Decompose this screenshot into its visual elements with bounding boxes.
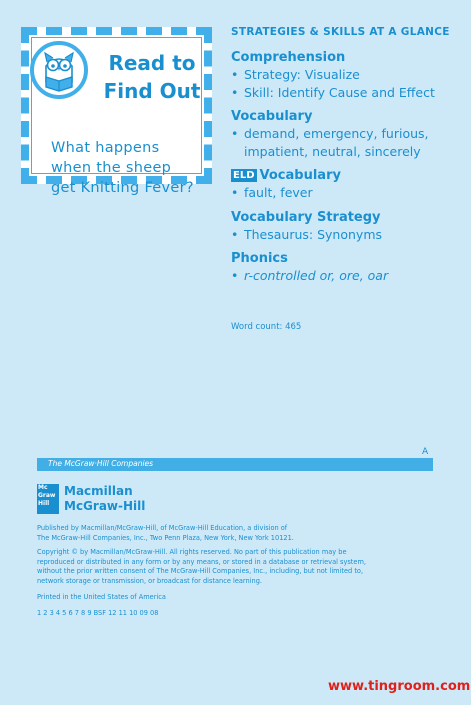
vocabulary-title: Vocabulary: [231, 109, 313, 124]
owl-reading-icon: [29, 40, 89, 100]
list-item: • Skill: Identify Cause and Effect: [231, 84, 466, 102]
mcgraw-hill-logo: [37, 484, 59, 514]
publisher-name: [64, 484, 145, 514]
read-to-find-out-box: [21, 27, 212, 196]
print-line: 1 2 3 4 5 6 7 8 9 BSF 12 11 10 09 08: [37, 609, 159, 617]
vocabulary-strategy-section: [231, 209, 466, 244]
comprehension-title: Comprehension: [231, 50, 346, 65]
printed-in-text: Printed in the United States of America: [37, 593, 166, 601]
eld-vocabulary-title: [231, 167, 466, 184]
copyright-line: without the prior written consent of The McGraw-Hill Companies, Inc., including, but not limited to,: [37, 567, 364, 575]
skills-heading: STRATEGIES & SKILLS AT A GLANCE: [231, 26, 450, 38]
vocabulary-section: [231, 108, 466, 160]
phonics-title: Phonics: [231, 251, 288, 266]
publisher-band: [37, 458, 433, 471]
published-by-text: [37, 524, 437, 543]
copyright-line: Copyright © by Macmillan/McGraw-Hill. All rights reserved. No part of this publication may be: [37, 548, 347, 556]
question-line-1: What happens: [51, 140, 160, 156]
watermark-link[interactable]: www.tingroom.com: [328, 679, 471, 694]
publisher-name-line-1: Macmillan: [64, 484, 133, 498]
vocabulary-strategy-title: Vocabulary Strategy: [231, 209, 381, 225]
logo-letter: Hill: [38, 500, 50, 507]
published-by-line: Published by Macmillan/McGraw-Hill, of McGraw-Hill Education, a division of: [37, 524, 288, 532]
list-item: • Thesaurus: Synonyms: [231, 226, 466, 244]
eld-vocabulary-label: Vocabulary: [259, 168, 341, 183]
vocabulary-line-2: impatient, neutral, sincerely: [244, 143, 421, 159]
read-to-find-out-title: [97, 49, 207, 105]
list-item: • r-controlled or, ore, oar: [231, 267, 466, 285]
level-letter: A: [422, 447, 429, 457]
list-item: • Strategy: Visualize: [231, 66, 466, 84]
phonics-section: [231, 250, 466, 285]
list-item: [231, 125, 466, 160]
logo-letter: Graw: [38, 492, 56, 499]
published-by-line: The McGraw-Hill Companies, Inc., Two Penn Plaza, New York, New York 10121.: [37, 533, 294, 542]
title-line-1: Read to: [108, 51, 196, 75]
title-line-2: Find Out: [103, 79, 201, 103]
question-line-2: when the sheep: [51, 160, 172, 176]
comprehension-section: [231, 49, 466, 101]
logo-letter: Mc: [38, 484, 48, 491]
copyright-line: network storage or transmission, or broadcast for distance learning.: [37, 576, 263, 585]
read-to-find-out-question: [51, 138, 221, 198]
eld-vocabulary-section: [231, 167, 466, 202]
publisher-name-line-2: McGraw-Hill: [64, 499, 146, 513]
question-line-3: get Knitting Fever?: [51, 180, 194, 196]
strategies-skills-panel: [231, 26, 466, 292]
word-count: Word count: 465: [231, 322, 302, 332]
copyright-text: [37, 548, 437, 586]
vocabulary-line-1: demand, emergency, furious,: [244, 126, 429, 141]
list-item: • fault, fever: [231, 184, 466, 202]
band-text: The McGraw·Hill Companies: [48, 459, 154, 468]
eld-badge: ELD: [233, 170, 255, 181]
copyright-line: reproduced or distributed in any form or by any means, or stored in a database or retrieval system,: [37, 557, 366, 566]
